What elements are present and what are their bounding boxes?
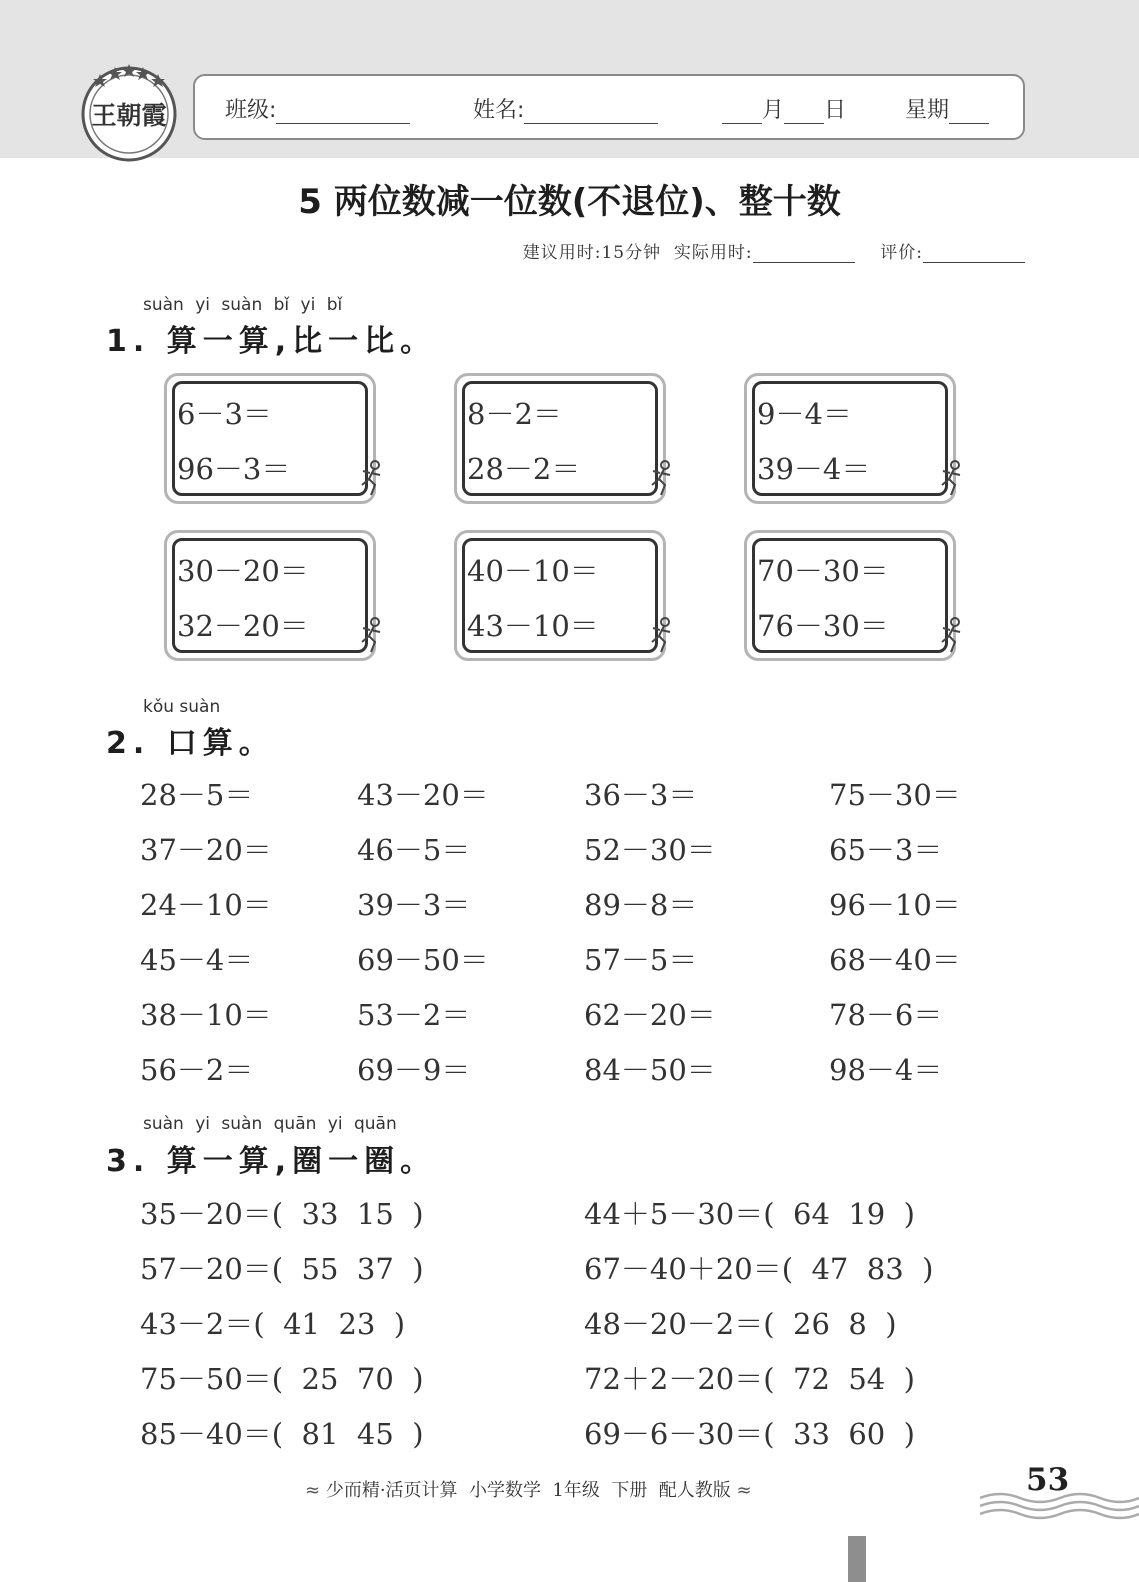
- card-expr-bottom: 96－3＝: [177, 452, 291, 486]
- mental-math-expr: 78－6＝: [829, 998, 943, 1032]
- card-expr-bottom: 76－30＝: [757, 609, 889, 643]
- name-field[interactable]: [473, 93, 658, 124]
- mental-math-expr: 52－30＝: [584, 833, 716, 867]
- page-edge-tab: [848, 1536, 866, 1582]
- runner-figure-icon: [357, 459, 385, 497]
- mental-math-expr: 75－30＝: [829, 778, 961, 812]
- card-expr-bottom: 32－20＝: [177, 609, 309, 643]
- suggested-time: 建议用时:15分钟: [522, 243, 662, 263]
- mental-math-expr: 45－4＝: [140, 943, 254, 977]
- mental-math-expr: 68－40＝: [829, 943, 961, 977]
- card-expr-top: 40－10＝: [467, 554, 599, 588]
- card-expr-top: 9－4＝: [757, 397, 852, 431]
- mental-math-expr: 53－2＝: [357, 998, 471, 1032]
- card-expr-top: 30－20＝: [177, 554, 309, 588]
- card-expr-top: 70－30＝: [757, 554, 889, 588]
- mental-math-expr: 84－50＝: [584, 1053, 716, 1087]
- class-label: 班级:: [225, 98, 277, 123]
- page-title: 5 两位数减一位数(不退位)、整十数: [298, 182, 841, 222]
- month-label: 月: [762, 98, 785, 123]
- choice-question: 43－2＝( 41 23 ): [140, 1307, 406, 1341]
- footer: [305, 1476, 752, 1502]
- mental-math-expr: 57－5＝: [584, 943, 698, 977]
- wave-left-icon: ≈: [305, 1480, 321, 1501]
- choice-question: 35－20＝( 33 15 ): [140, 1197, 424, 1231]
- card-expr-bottom: 39－4＝: [757, 452, 871, 486]
- section1-heading: 1. 算一算,比一比。: [106, 324, 437, 359]
- svg-text:王朝霞: 王朝霞: [91, 101, 167, 130]
- mental-math-expr: 38－10＝: [140, 998, 272, 1032]
- mental-math-expr: 96－10＝: [829, 888, 961, 922]
- name-label: 姓名:: [473, 98, 525, 123]
- section3-heading: 3. 算一算,圈一圈。: [106, 1144, 437, 1179]
- compare-card: [454, 373, 666, 504]
- student-info-bar: [193, 74, 1025, 140]
- choice-question: 85－40＝( 81 45 ): [140, 1417, 424, 1451]
- mental-math-expr: 46－5＝: [357, 833, 471, 867]
- choice-question: 67－40＋20＝( 47 83 ): [584, 1252, 934, 1286]
- actual-time-label: 实际用时:: [673, 243, 753, 263]
- date-field[interactable]: [722, 93, 846, 124]
- page-number: 53: [1026, 1462, 1070, 1498]
- timing-line: [523, 238, 1025, 263]
- choice-question: 48－20－2＝( 26 8 ): [584, 1307, 897, 1341]
- mental-math-expr: 39－3＝: [357, 888, 471, 922]
- section1-pinyin: suàn yi suàn bǐ yi bǐ: [143, 295, 343, 315]
- wave-right-icon: ≈: [736, 1480, 752, 1501]
- compare-card: [164, 530, 376, 661]
- choice-question: 44＋5－30＝( 64 19 ): [584, 1197, 915, 1231]
- mental-math-expr: 89－8＝: [584, 888, 698, 922]
- mental-math-expr: 36－3＝: [584, 778, 698, 812]
- runner-figure-icon: [937, 459, 965, 497]
- card-expr-bottom: 28－2＝: [467, 452, 581, 486]
- logo-seal: [78, 62, 180, 162]
- mental-math-expr: 28－5＝: [140, 778, 254, 812]
- mental-math-expr: 24－10＝: [140, 888, 272, 922]
- mental-math-expr: 98－4＝: [829, 1053, 943, 1087]
- mental-math-expr: 43－20＝: [357, 778, 489, 812]
- compare-card: [164, 373, 376, 504]
- compare-card: [454, 530, 666, 661]
- weekday-label: 星期: [905, 98, 950, 123]
- weekday-field[interactable]: [905, 93, 989, 124]
- choice-question: 72＋2－20＝( 72 54 ): [584, 1362, 915, 1396]
- runner-figure-icon: [937, 616, 965, 654]
- section2-pinyin: kǒu suàn: [143, 697, 221, 717]
- runner-figure-icon: [647, 459, 675, 497]
- section3-pinyin: suàn yi suàn quān yi quān: [143, 1114, 397, 1134]
- card-expr-top: 6－3＝: [177, 397, 272, 431]
- choice-question: 69－6－30＝( 33 60 ): [584, 1417, 915, 1451]
- card-expr-bottom: 43－10＝: [467, 609, 599, 643]
- section2-heading: 2. 口算。: [106, 726, 275, 761]
- rating-label: 评价:: [880, 243, 923, 263]
- card-expr-top: 8－2＝: [467, 397, 562, 431]
- mental-math-expr: 37－20＝: [140, 833, 272, 867]
- class-field[interactable]: [225, 93, 410, 124]
- mental-math-expr: 62－20＝: [584, 998, 716, 1032]
- wave-decoration-icon: [980, 1488, 1139, 1522]
- mental-math-expr: 65－3＝: [829, 833, 943, 867]
- compare-card: [744, 530, 956, 661]
- mental-math-expr: 69－50＝: [357, 943, 489, 977]
- choice-question: 57－20＝( 55 37 ): [140, 1252, 424, 1286]
- footer-text: 少而精·活页计算 小学数学 1年级 下册 配人教版: [325, 1480, 731, 1501]
- compare-card: [744, 373, 956, 504]
- runner-figure-icon: [357, 616, 385, 654]
- mental-math-expr: 69－9＝: [357, 1053, 471, 1087]
- runner-figure-icon: [647, 616, 675, 654]
- day-label: 日: [824, 98, 847, 123]
- mental-math-expr: 56－2＝: [140, 1053, 254, 1087]
- choice-question: 75－50＝( 25 70 ): [140, 1362, 424, 1396]
